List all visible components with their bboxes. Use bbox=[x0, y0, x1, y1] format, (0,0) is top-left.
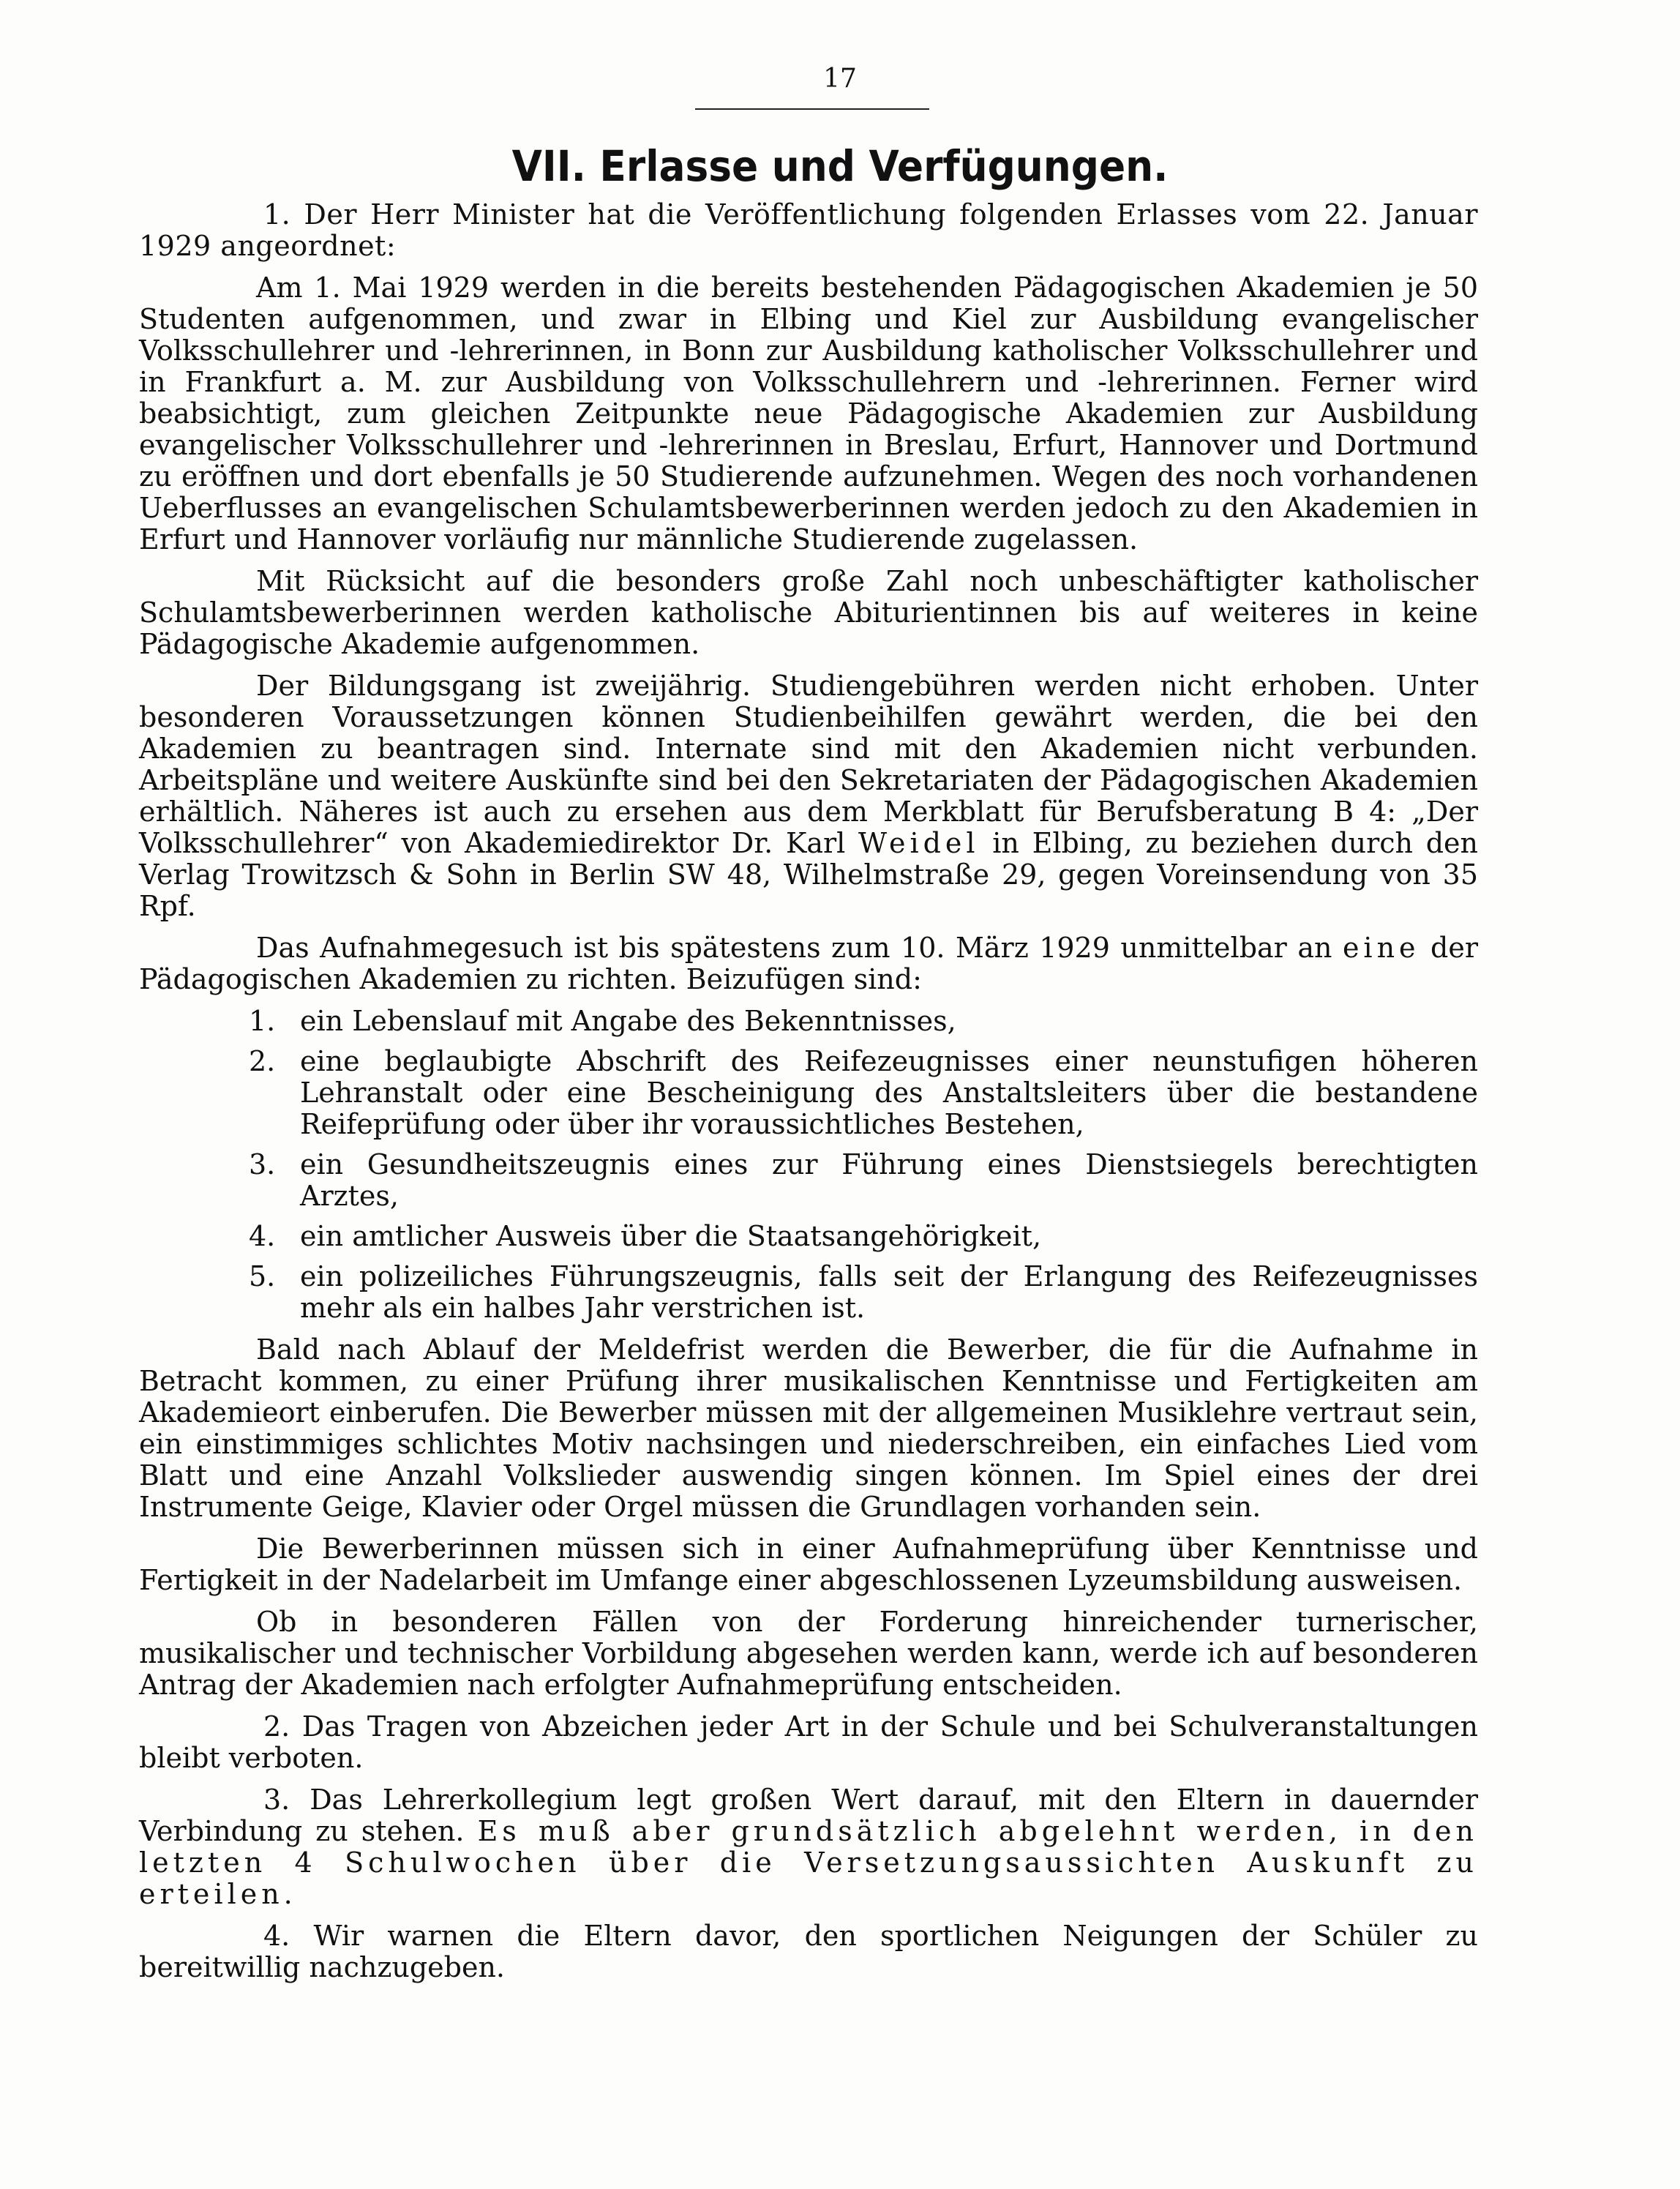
bildungsgang-text-a: Der Bildungsgang ist zweijährig. Studiengebühren werden nicht erhoben. Unter besonderen Voraussetzungen können Studienbeihilfen gewährt werden, die bei den Akademien zu beantragen sind. Internate sind mit den Akademien nicht verbunden. Arbeitspläne und weitere Auskünfte sind bei den Sekretariaten der Pädagogischen Akademien erhältlich. Näheres ist auch zu ersehen aus dem Merkblatt für Berufsberatung B 4: „Der Volksschullehrer“ von Akademiedirektor Dr. Karl bbox=[139, 670, 1478, 859]
page-title: VII. Erlasse und Verfügungen. bbox=[511, 141, 1169, 191]
emphasis-eine: eine bbox=[1342, 932, 1420, 964]
section-4-warnung: 4. Wir warnen die Eltern davor, den sportlichen Neigungen der Schüler zu bereitwillig nachzugeben. bbox=[139, 1920, 1478, 1983]
list-item-text: ein Gesundheitszeugnis eines zur Führung eines Dienstsiegels berechtigten Arztes, bbox=[300, 1148, 1478, 1212]
paragraph-musikpruefung: Bald nach Ablauf der Meldefrist werden die Bewerber, die für die Aufnahme in Betracht kommen, zu einer Prüfung ihrer musikalischen Kenntnisse und Fertigkeiten am Akademieort einberufen. Die Bewerber müssen mit der allgemeinen Musiklehre vertraut sein, ein einstimmiges schlichtes Motiv nachsingen und niederschreiben, ein einfaches Lied vom Blatt und eine Anzahl Volkslieder auswendig singen können. Im Spiel eines der drei Instrumente Geige, Klavier oder Orgel müssen die Grundlagen vorhanden sein. bbox=[139, 1333, 1478, 1523]
list-item-number: 4. bbox=[249, 1220, 276, 1252]
list-item bbox=[139, 1261, 1478, 1324]
list-item-number: 1. bbox=[249, 1005, 276, 1037]
list-item-text: ein Lebenslauf mit Angabe des Bekenntnisses, bbox=[300, 1005, 956, 1037]
section-3-lehrerkollegium bbox=[139, 1784, 1478, 1910]
requirements-list bbox=[139, 1006, 1478, 1324]
bildungsgang-text-b: in Elbing, zu beziehen durch den Verlag Trowitzsch & Sohn in Berlin SW 48, Wilhelmstraße 29, gegen Voreinsendung von 35 Rpf. bbox=[139, 827, 1478, 922]
list-item-number: 2. bbox=[249, 1045, 276, 1077]
paragraph-nadelarbeit: Die Bewerberinnen müssen sich in einer Aufnahmeprüfung über Kenntnisse und Fertigkeit in der Nadelarbeit im Umfange einer abgeschlossenen Lyzeumsbildung ausweisen. bbox=[139, 1533, 1478, 1596]
paragraph-katholische-abiturientinnen: Mit Rücksicht auf die besonders große Zahl noch unbeschäftigter katholischer Schulamtsbewerberinnen werden katholische Abiturientinnen bis auf weiteres in keine Pädagogische Akademie aufgenommen. bbox=[139, 565, 1478, 660]
body-text bbox=[139, 199, 1478, 1994]
aufnahmegesuch-text-a: Das Aufnahmegesuch ist bis spätestens zum 10. März 1929 unmittelbar an bbox=[256, 932, 1343, 964]
list-item-text: ein polizeiliches Führungszeugnis, falls seit der Erlangung des Reifezeugnisses mehr als ein halbes Jahr verstrichen ist. bbox=[300, 1260, 1478, 1324]
section-3-emphasis: Es muß aber grundsätzlich abgelehnt werden, in den letzten 4 Schulwochen über die Versetzungsaussichten Auskunft zu erteilen. bbox=[139, 1815, 1479, 1910]
list-item-text: eine beglaubigte Abschrift des Reifezeugnisses einer neunstufigen höheren Lehranstalt oder eine Bescheinigung des Anstaltsleiters über die bestandene Reifeprüfung oder über ihr voraussichtliches Bestehen, bbox=[300, 1045, 1478, 1140]
paragraph-akademien: Am 1. Mai 1929 werden in die bereits bestehenden Pädagogischen Akademien je 50 Studenten aufgenommen, und zwar in Elbing und Kiel zur Ausbildung evangelischer Volksschullehrer und -lehrerinnen, in Bonn zur Ausbildung katholischer Volksschullehrer und in Frankfurt a. M. zur Ausbildung von Volksschullehrern und -lehrerinnen. Ferner wird beabsichtigt, zum gleichen Zeitpunkte neue Pädagogische Akademien zur Ausbildung evangelischer Volksschullehrer und -lehrerinnen in Breslau, Erfurt, Hannover und Dortmund zu eröffnen und dort ebenfalls je 50 Studierende aufzunehmen. Wegen des noch vorhandenen Ueberflusses an evangelischen Schulamtsbewerberinnen werden jedoch zu den Akademien in Erfurt und Hannover vorläufig nur männliche Studierende zugelassen. bbox=[139, 272, 1478, 555]
header-rule bbox=[695, 108, 929, 110]
paragraph-bildungsgang bbox=[139, 670, 1478, 922]
list-item-text: ein amtlicher Ausweis über die Staatsangehörigkeit, bbox=[300, 1220, 1042, 1252]
paragraph-aufnahmegesuch bbox=[139, 932, 1478, 995]
list-item-number: 3. bbox=[249, 1148, 276, 1180]
list-item bbox=[139, 1046, 1478, 1140]
author-name: Weidel bbox=[858, 827, 980, 859]
section-2-abzeichen: 2. Das Tragen von Abzeichen jeder Art in der Schule und bei Schulveranstaltungen bleibt verboten. bbox=[139, 1710, 1478, 1774]
list-item bbox=[139, 1149, 1478, 1212]
paragraph-antrag: Ob in besonderen Fällen von der Forderung hinreichender turnerischer, musikalischer und technischer Vorbildung abgesehen werden kann, werde ich auf besonderen Antrag der Akademien nach erfolgter Aufnahmeprüfung entscheiden. bbox=[139, 1606, 1478, 1701]
section-1-intro: 1. Der Herr Minister hat die Veröffentlichung folgenden Erlasses vom 22. Januar 1929 angeordnet: bbox=[139, 198, 1478, 262]
aufnahmegesuch-text-b: der Pädagogischen Akademien zu richten. Beizufügen sind: bbox=[139, 932, 1479, 995]
page-number: 17 bbox=[823, 64, 857, 94]
list-item-number: 5. bbox=[249, 1260, 276, 1292]
list-item bbox=[139, 1221, 1478, 1252]
section-3-text: 3. Das Lehrerkollegium legt großen Wert darauf, mit den Eltern in dauernder Verbindung zu stehen. bbox=[139, 1784, 1478, 1847]
list-item bbox=[139, 1006, 1478, 1037]
